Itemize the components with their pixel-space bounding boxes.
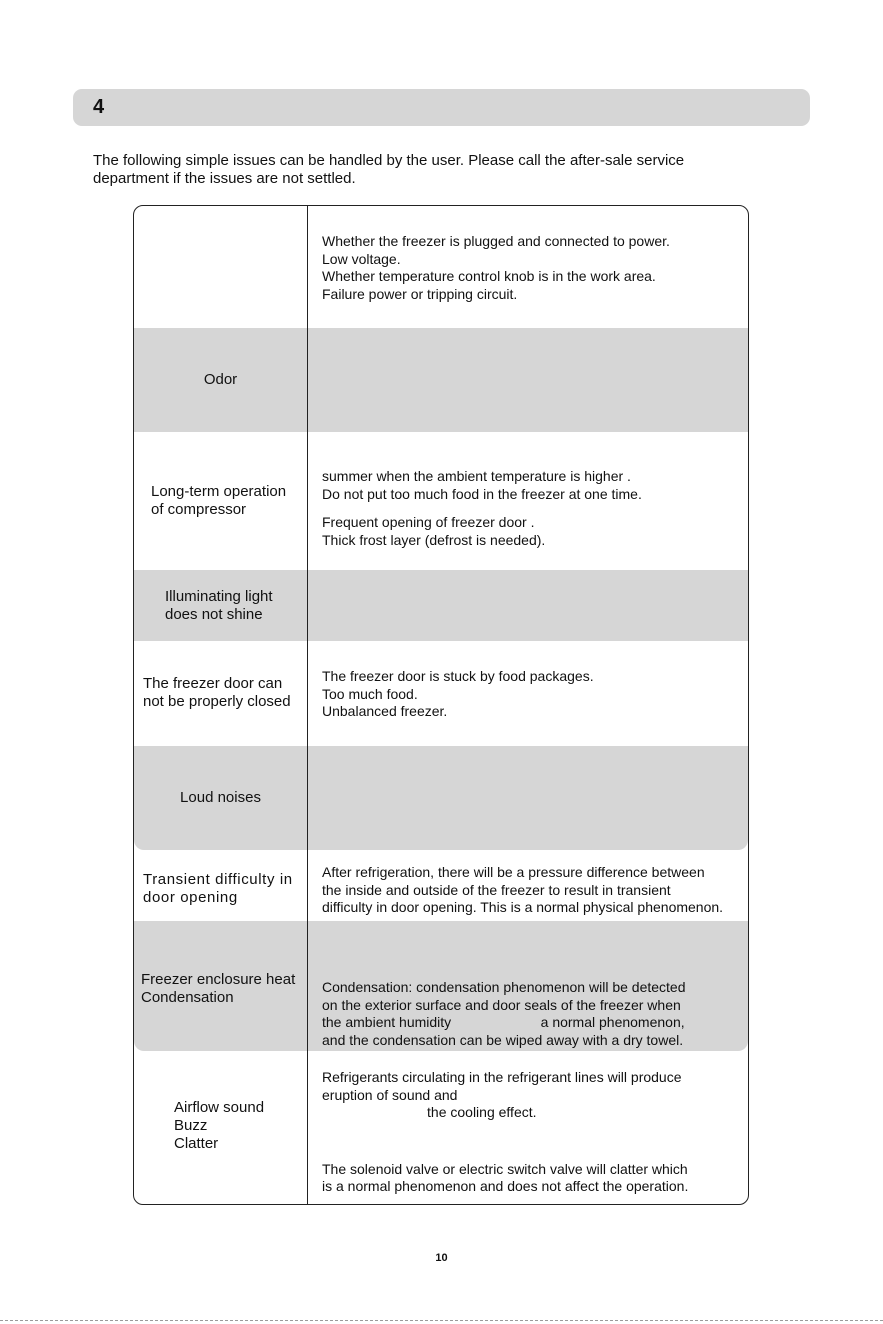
cause-line: Unbalanced freezer. <box>322 703 448 719</box>
cause-line: Frequent opening of freezer door . <box>322 514 535 530</box>
problem-label: door opening <box>143 889 238 906</box>
cause-line: Condensation: condensation phenomenon will be detected <box>322 979 686 995</box>
troubleshooting-table <box>133 205 749 1205</box>
problem-label: Illuminating light <box>165 587 273 605</box>
problem-label: not be properly closed <box>143 693 291 710</box>
page-edge-divider <box>0 1320 883 1321</box>
problem-label: Condensation <box>141 989 234 1006</box>
problem-cell <box>134 850 307 921</box>
cause-line: The solenoid valve or electric switch valve will clatter which <box>322 1160 688 1177</box>
problem-label: The freezer door can <box>143 675 283 692</box>
cause-line: on the exterior surface and door seals of the freezer when <box>322 996 681 1013</box>
cause-line: Whether the freezer is plugged and connected to power. <box>322 233 670 249</box>
intro-paragraph <box>93 152 793 188</box>
causes-cell <box>322 979 749 1049</box>
cause-line: Thick frost layer (defrost is needed). <box>322 531 546 548</box>
problem-cell <box>134 1051 307 1205</box>
cause-line: is a normal phenomenon and does not affect the operation. <box>322 1178 689 1194</box>
problem-cell <box>134 746 307 850</box>
cause-line: Low voltage. <box>322 250 401 267</box>
problem-cell <box>134 641 307 746</box>
causes-cell <box>322 1069 749 1196</box>
table-row <box>134 746 748 850</box>
cause-line: and the condensation can be wiped away with a dry towel. <box>322 1031 684 1048</box>
cause-line: Failure power or tripping circuit. <box>322 285 518 302</box>
table-row <box>134 432 748 570</box>
problem-cell <box>134 921 307 1051</box>
problem-label: of compressor <box>151 501 247 518</box>
intro-line: department if the issues are not settled. <box>93 170 356 187</box>
cause-line: After refrigeration, there will be a pressure difference between <box>322 864 705 880</box>
problem-cell <box>134 328 307 432</box>
cause-line: Too much food. <box>322 685 418 702</box>
problem-cell <box>134 432 307 570</box>
cause-line: Refrigerants circulating in the refrigerant lines will produce <box>322 1069 682 1085</box>
problem-label: Loud noises <box>180 789 261 806</box>
intro-line: The following simple issues can be handled by the user. Please call the after-sale service <box>93 152 685 169</box>
cause-line: Do not put too much food in the freezer at one time. <box>322 485 642 502</box>
cause-line: summer when the ambient temperature is higher . <box>322 468 631 484</box>
problem-label: Airflow sound <box>174 1099 265 1116</box>
column-divider <box>307 206 308 1204</box>
page-number: 10 <box>435 1252 448 1264</box>
problem-label: Odor <box>203 371 238 388</box>
problem-label: Clatter <box>174 1135 219 1152</box>
table-row <box>134 641 748 746</box>
table-row <box>134 328 748 432</box>
causes-cell <box>322 668 749 721</box>
table-row <box>134 1051 748 1205</box>
table-row <box>134 921 748 1051</box>
cause-line: the ambient humidity a normal phenomenon, <box>322 1014 685 1030</box>
cause-line: The freezer door is stuck by food packages. <box>322 668 594 684</box>
problem-label: Transient difficulty in <box>143 871 293 888</box>
section-number: 4 <box>93 96 105 118</box>
table-row <box>134 570 748 641</box>
causes-cell <box>322 468 749 549</box>
causes-cell <box>322 233 749 303</box>
problem-cell <box>134 206 307 328</box>
cause-line: difficulty in door opening. This is a normal physical phenomenon. <box>322 899 724 915</box>
cause-line: eruption of sound and <box>322 1086 458 1103</box>
section-header-bar <box>73 89 810 126</box>
causes-cell <box>322 864 749 917</box>
table-row <box>134 206 748 328</box>
problem-label: Buzz <box>174 1117 208 1134</box>
problem-cell <box>134 570 307 641</box>
cause-line: the cooling effect. <box>322 1104 537 1120</box>
cause-line: the inside and outside of the freezer to result in transient <box>322 881 671 898</box>
cause-line: Whether temperature control knob is in the work area. <box>322 268 656 284</box>
problem-label: does not shine <box>165 605 263 623</box>
problem-label: Freezer enclosure heat <box>141 971 296 988</box>
problem-label: Long-term operation <box>151 483 287 500</box>
table-row <box>134 850 748 921</box>
